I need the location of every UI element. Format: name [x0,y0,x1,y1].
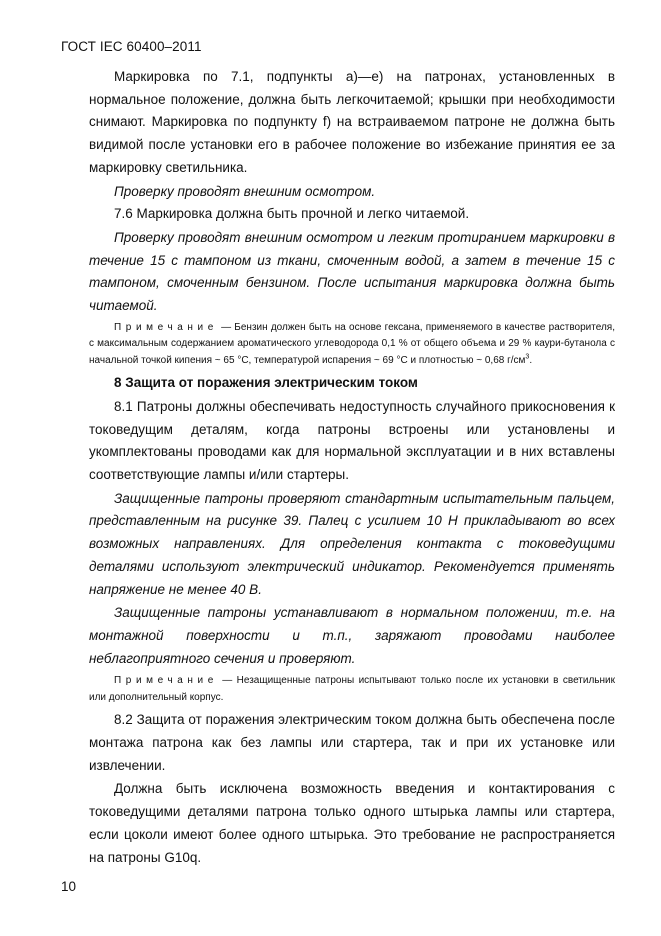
note-unprotected [89,673,615,706]
paragraph-pins: Должна быть исключена возможность введения и контактирования с токоведущими деталями патрона только одного штырька лампы или стартера, если цоколи имеют более одного штырька. Это требование не распространяется на патроны G10q. [89,781,615,865]
running-header: ГОСТ IEC 60400–2011 [61,39,202,54]
note-superscript: 3 [525,353,530,361]
section-heading: 8 Защита от поражения электрическим током [114,375,418,391]
paragraph-test-finger: Защищенные патроны проверяют стандартным испытательным пальцем, представленным на рисунке 39. Палец с усилием 10 Н прикладывают во всех возможных направлениях. Для определения контакта с токоведущими деталями используют электрический индикатор. Рекомендуется применять напряжение не менее 40 В. [89,490,615,597]
page-number: 10 [61,879,77,894]
note-text: — Бензин должен быть на основе гексана, применяемого в качестве растворителя, с максимальным содержанием ароматического углеводорода 0,1 % от общего объема и 29 % каури-бутанола с начальной точкой кипения ~ 65 °С, температурой испарения ~ 69 °С и плотностью ~ 0,68 г/см [89,321,615,366]
paragraph-check-visual: Проверку проводят внешним осмотром. [114,183,376,199]
paragraph-8-1: 8.1 Патроны должны обеспечивать недоступность случайного прикосновения к токоведущим деталям, когда патроны встроены или установлены и укомплектованы проводами как для нормальной эксплуатации и в них вставлены соответствующие лампы и/или стартеры. [89,398,615,483]
note-text: — Незащищенные патроны испытывают только после их установки в светильник или дополнительный корпус. [89,675,615,703]
note-label: Примечание [114,675,218,687]
note-petrol [89,320,615,370]
note-label: Примечание [114,321,218,333]
note-text-end: . [529,354,533,366]
paragraph-marking-7-1: Маркировка по 7.1, подпункты а)—е) на патронах, установленных в нормальное положение, должна быть легкочитаемой; крышки при необходимости снимают. Маркировка по подпункту f) на встраиваемом патроне не должна быть видимой после установки его в рабочее положение во избежание принятия ее за маркировку светильника. [89,69,615,175]
paragraph-mounting: Защищенные патроны устанавливают в нормальном положении, т.е. на монтажной поверхности и т.п., заряжают проводами наиболее неблагоприятного сечения и проверяют. [89,605,615,666]
paragraph-7-6: 7.6 Маркировка должна быть прочной и легко читаемой. [114,206,470,222]
document-body [89,64,615,869]
paragraph-8-2: 8.2 Защита от поражения электрическим током должна быть обеспечена после монтажа патрона как без лампы или стартера, так и при их установке или извлечении. [89,712,615,773]
paragraph-check-rubbing: Проверку проводят внешним осмотром и легким протиранием маркировки в течение 15 с тампоном из ткани, смоченным водой, а затем в течение 15 с тампоном, смоченным бензином. После испытания маркировка должна быть читаемой. [89,229,615,314]
